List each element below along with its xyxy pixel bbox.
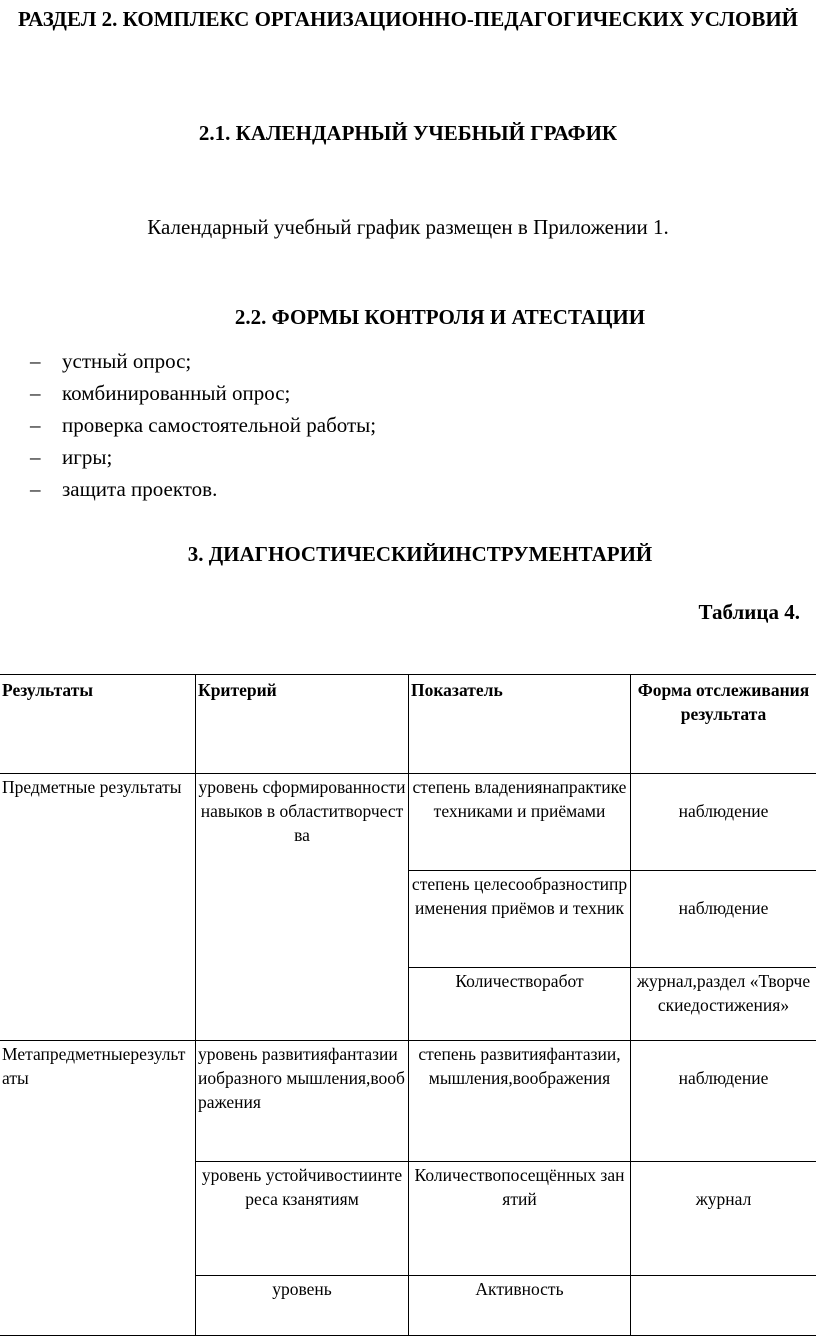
- header-indicator: Показатель: [409, 675, 631, 774]
- table-row: [0, 1041, 816, 1162]
- table-caption: Таблица 4.: [699, 600, 800, 625]
- list-item-text: устный опрос;: [62, 349, 191, 373]
- cell-criterion: уровень: [196, 1276, 409, 1336]
- list-item: [30, 409, 376, 441]
- dash-bullet: –: [30, 473, 62, 505]
- dash-bullet: –: [30, 441, 62, 473]
- schedule-paragraph: Календарный учебный график размещен в Приложении 1.: [0, 214, 816, 240]
- dash-bullet: –: [30, 377, 62, 409]
- control-forms-list: [30, 345, 376, 505]
- heading-calendar-schedule: 2.1. КАЛЕНДАРНЫЙ УЧЕБНЫЙ ГРАФИК: [0, 120, 816, 146]
- cell-form: [631, 1276, 816, 1336]
- list-item: [30, 345, 376, 377]
- dash-bullet: –: [30, 409, 62, 441]
- cell-indicator: степень целесообразностиприменения приёмов и техник: [409, 871, 631, 968]
- table-header-row: [0, 675, 816, 774]
- heading-control-forms: 2.2. ФОРМЫ КОНТРОЛЯ И АТЕСТАЦИИ: [0, 304, 816, 330]
- list-item-text: защита проектов.: [62, 477, 217, 501]
- diagnostic-table: [0, 674, 816, 1336]
- list-item: [30, 473, 376, 505]
- list-item: [30, 441, 376, 473]
- cell-indicator: степень развитияфантазии, мышления,воображения: [409, 1041, 631, 1162]
- cell-criterion: уровень сформированностинавыков в областитворчества: [196, 774, 409, 1041]
- cell-result-subject: Предметные результаты: [0, 774, 196, 1041]
- header-results: Результаты: [0, 675, 196, 774]
- cell-indicator: Активность: [409, 1276, 631, 1336]
- section-title: РАЗДЕЛ 2. КОМПЛЕКС ОРГАНИЗАЦИОННО-ПЕДАГОГИЧЕСКИХ УСЛОВИЙ: [0, 6, 816, 32]
- cell-form: наблюдение: [631, 871, 816, 968]
- cell-result-meta: Метапредметныерезультаты: [0, 1041, 196, 1336]
- cell-criterion: уровень устойчивостиинтереса кзанятиям: [196, 1162, 409, 1276]
- header-tracking-form: Форма отслеживаниярезультата: [631, 675, 816, 774]
- list-item-text: проверка самостоятельной работы;: [62, 413, 376, 437]
- cell-indicator: степень владениянапрактике техниками и приёмами: [409, 774, 631, 871]
- cell-form: журнал: [631, 1162, 816, 1276]
- cell-indicator: Количестворабот: [409, 968, 631, 1041]
- list-item-text: комбинированный опрос;: [62, 381, 290, 405]
- list-item: [30, 377, 376, 409]
- cell-form: журнал,раздел «Творческиедостижения»: [631, 968, 816, 1041]
- header-criterion: Критерий: [196, 675, 409, 774]
- cell-form: наблюдение: [631, 774, 816, 871]
- cell-indicator: Количествопосещённых занятий: [409, 1162, 631, 1276]
- dash-bullet: –: [30, 345, 62, 377]
- heading-diagnostic-tools: 3. ДИАГНОСТИЧЕСКИЙИНСТРУМЕНТАРИЙ: [0, 541, 816, 567]
- list-item-text: игры;: [62, 445, 112, 469]
- cell-form: наблюдение: [631, 1041, 816, 1162]
- cell-criterion: уровень развитияфантазии иобразного мышления,воображения: [196, 1041, 409, 1162]
- table-row: [0, 774, 816, 871]
